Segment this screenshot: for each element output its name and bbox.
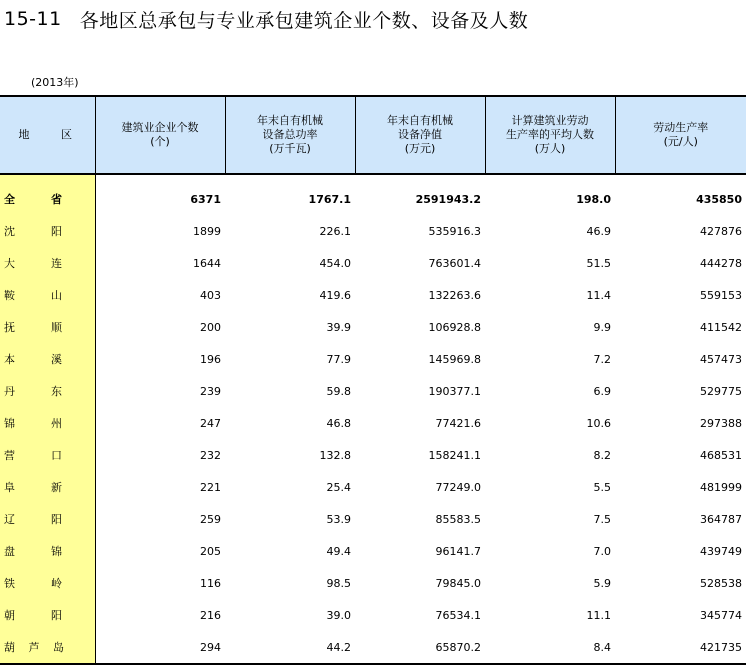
cell-net-value: 76534.1 — [435, 608, 481, 622]
cell-productivity: 297388 — [700, 416, 742, 430]
cell-net-value: 79845.0 — [435, 576, 481, 590]
region-char: 新 — [51, 481, 62, 494]
region-cell — [0, 567, 95, 599]
region-char: 抚 — [4, 321, 15, 334]
column-header-net-value — [355, 96, 485, 174]
table-row — [0, 439, 746, 471]
table-row — [0, 503, 746, 535]
region-cell — [0, 311, 95, 343]
column-header-region — [0, 96, 95, 174]
header-row — [0, 96, 746, 174]
cell-power: 46.8 — [326, 416, 351, 430]
region-char: 全 — [4, 193, 15, 206]
cell-enterprises: 216 — [200, 608, 221, 622]
cell-enterprises: 205 — [200, 544, 221, 558]
table-row — [0, 375, 746, 407]
region-char: 大 — [4, 257, 15, 270]
column-header-enterprises — [95, 96, 225, 174]
table-title — [4, 6, 528, 32]
region-char: 丹 — [4, 385, 15, 398]
region-cell — [0, 375, 95, 407]
cell-power: 44.2 — [225, 631, 355, 664]
cell-net-value: 535916.3 — [428, 224, 481, 238]
cell-power: 419.6 — [319, 288, 351, 302]
cell-productivity: 439749 — [700, 544, 742, 558]
cell-power: 454.0 — [319, 256, 351, 270]
region-char: 阳 — [51, 513, 62, 526]
cell-power: 25.4 — [326, 480, 351, 494]
table-row — [0, 343, 746, 375]
region-char: 阳 — [51, 609, 62, 622]
region-char: 省 — [51, 193, 62, 206]
region-char: 东 — [51, 385, 62, 398]
cell-workers: 198.0 — [576, 192, 611, 206]
table-body — [0, 174, 746, 664]
cell-productivity: 364787 — [700, 512, 742, 526]
cell-workers: 7.5 — [593, 512, 611, 526]
region-char: 葫 — [4, 641, 15, 654]
table-row — [0, 567, 746, 599]
table-row — [0, 471, 746, 503]
cell-workers: 46.9 — [586, 224, 611, 238]
cell-net-value: 2591943.2 — [415, 192, 481, 206]
column-header-line: 地 区 — [18, 128, 86, 141]
region-char: 盘 — [4, 545, 15, 558]
region-char: 岭 — [51, 577, 62, 590]
region-cell — [0, 247, 95, 279]
table-row — [0, 599, 746, 631]
region-cell — [0, 279, 95, 311]
column-header-line: 设备净值 — [398, 128, 442, 141]
region-char: 本 — [4, 353, 15, 366]
column-header-line: (元/人) — [663, 135, 698, 148]
region-cell — [0, 439, 95, 471]
table-row — [0, 407, 746, 439]
table-number: 15-11 — [4, 8, 62, 30]
region-char: 铁 — [4, 577, 15, 590]
cell-net-value: 65870.2 — [355, 631, 485, 664]
region-char: 溪 — [51, 353, 62, 366]
table-row — [0, 311, 746, 343]
cell-workers: 5.5 — [593, 480, 611, 494]
cell-net-value: 106928.8 — [428, 320, 481, 334]
cell-power: 59.8 — [326, 384, 351, 398]
cell-productivity: 528538 — [700, 576, 742, 590]
cell-workers: 10.6 — [586, 416, 611, 430]
cell-productivity: 435850 — [696, 192, 742, 206]
region-cell — [0, 471, 95, 503]
column-header-productivity — [615, 96, 746, 174]
region-cell — [0, 215, 95, 247]
cell-power: 98.5 — [326, 576, 351, 590]
column-header-line: (万千瓦) — [269, 142, 311, 155]
cell-power: 49.4 — [326, 544, 351, 558]
cell-productivity: 411542 — [700, 320, 742, 334]
cell-productivity: 421735 — [615, 631, 746, 664]
region-char: 鞍 — [4, 289, 15, 302]
region-char: 辽 — [4, 513, 15, 526]
cell-net-value: 145969.8 — [428, 352, 481, 366]
cell-workers: 7.0 — [593, 544, 611, 558]
column-header-line: 建筑业企业个数 — [121, 121, 199, 134]
cell-enterprises: 1644 — [193, 256, 221, 270]
cell-net-value: 190377.1 — [428, 384, 481, 398]
region-char: 阳 — [51, 225, 62, 238]
cell-productivity: 559153 — [700, 288, 742, 302]
cell-power: 77.9 — [326, 352, 351, 366]
cell-enterprises: 200 — [200, 320, 221, 334]
cell-workers: 11.1 — [586, 608, 611, 622]
cell-productivity: 444278 — [700, 256, 742, 270]
cell-workers: 51.5 — [586, 256, 611, 270]
region-char: 锦 — [4, 417, 15, 430]
cell-net-value: 132263.6 — [428, 288, 481, 302]
cell-workers: 9.9 — [593, 320, 611, 334]
cell-workers: 8.4 — [485, 631, 615, 664]
cell-enterprises: 1899 — [193, 224, 221, 238]
cell-enterprises: 221 — [200, 480, 221, 494]
column-header-line: 计算建筑业劳动 — [511, 114, 589, 127]
cell-productivity: 427876 — [700, 224, 742, 238]
column-header-line: (个) — [150, 135, 170, 148]
region-cell — [0, 535, 95, 567]
cell-enterprises: 196 — [200, 352, 221, 366]
cell-power: 226.1 — [319, 224, 351, 238]
cell-power: 132.8 — [319, 448, 351, 462]
cell-enterprises: 116 — [200, 576, 221, 590]
region-char: 顺 — [51, 321, 62, 334]
region-char: 锦 — [51, 545, 62, 558]
region-char: 州 — [51, 417, 62, 430]
region-char: 营 — [4, 449, 15, 462]
table-row — [0, 631, 746, 664]
cell-workers: 8.2 — [593, 448, 611, 462]
cell-enterprises: 259 — [200, 512, 221, 526]
cell-enterprises: 403 — [200, 288, 221, 302]
region-cell — [0, 631, 95, 664]
region-char: 连 — [51, 257, 62, 270]
region-char: 芦 — [28, 641, 40, 654]
region-char: 朝 — [4, 609, 15, 622]
cell-net-value: 77421.6 — [435, 416, 481, 430]
cell-enterprises: 239 — [200, 384, 221, 398]
region-cell — [0, 343, 95, 375]
cell-power: 39.9 — [326, 320, 351, 334]
cell-productivity: 481999 — [700, 480, 742, 494]
column-header-line: (万元) — [404, 142, 436, 155]
region-cell — [0, 407, 95, 439]
cell-net-value: 96141.7 — [435, 544, 481, 558]
region-char: 口 — [51, 449, 62, 462]
column-header-power — [225, 96, 355, 174]
statistics-table — [0, 95, 746, 665]
column-header-line: 生产率的平均人数 — [506, 128, 594, 141]
cell-net-value: 85583.5 — [435, 512, 481, 526]
table-title-text: 各地区总承包与专业承包建筑企业个数、设备及人数 — [79, 9, 529, 32]
cell-power: 1767.1 — [308, 192, 351, 206]
cell-workers: 7.2 — [593, 352, 611, 366]
cell-power: 53.9 — [326, 512, 351, 526]
table-row — [0, 247, 746, 279]
cell-enterprises: 232 — [200, 448, 221, 462]
cell-productivity: 529775 — [700, 384, 742, 398]
cell-net-value: 77249.0 — [435, 480, 481, 494]
column-header-workers — [485, 96, 615, 174]
region-cell — [0, 503, 95, 535]
column-header-line: 劳动生产率 — [653, 121, 709, 134]
region-char: 阜 — [4, 481, 15, 494]
table-row — [0, 535, 746, 567]
cell-enterprises: 6371 — [190, 192, 221, 206]
cell-enterprises: 247 — [200, 416, 221, 430]
region-cell — [0, 599, 95, 631]
cell-net-value: 763601.4 — [428, 256, 481, 270]
region-char: 沈 — [4, 225, 15, 238]
table-row — [0, 279, 746, 311]
table-row-total — [0, 174, 746, 215]
table-row — [0, 215, 746, 247]
cell-workers: 6.9 — [593, 384, 611, 398]
cell-enterprises: 294 — [95, 631, 225, 664]
column-header-line: 年末自有机械 — [387, 114, 453, 127]
column-header-line: 年末自有机械 — [257, 114, 323, 127]
cell-productivity: 457473 — [700, 352, 742, 366]
column-header-line: 设备总功率 — [262, 128, 318, 141]
region-char: 山 — [51, 289, 62, 302]
cell-power: 39.0 — [326, 608, 351, 622]
cell-productivity: 345774 — [700, 608, 742, 622]
region-cell — [0, 174, 95, 215]
region-char: 岛 — [53, 641, 64, 654]
column-header-line: (万人) — [534, 142, 566, 155]
cell-net-value: 158241.1 — [428, 448, 481, 462]
year-note: (2013年) — [31, 76, 79, 89]
cell-workers: 11.4 — [586, 288, 611, 302]
cell-workers: 5.9 — [593, 576, 611, 590]
cell-productivity: 468531 — [700, 448, 742, 462]
